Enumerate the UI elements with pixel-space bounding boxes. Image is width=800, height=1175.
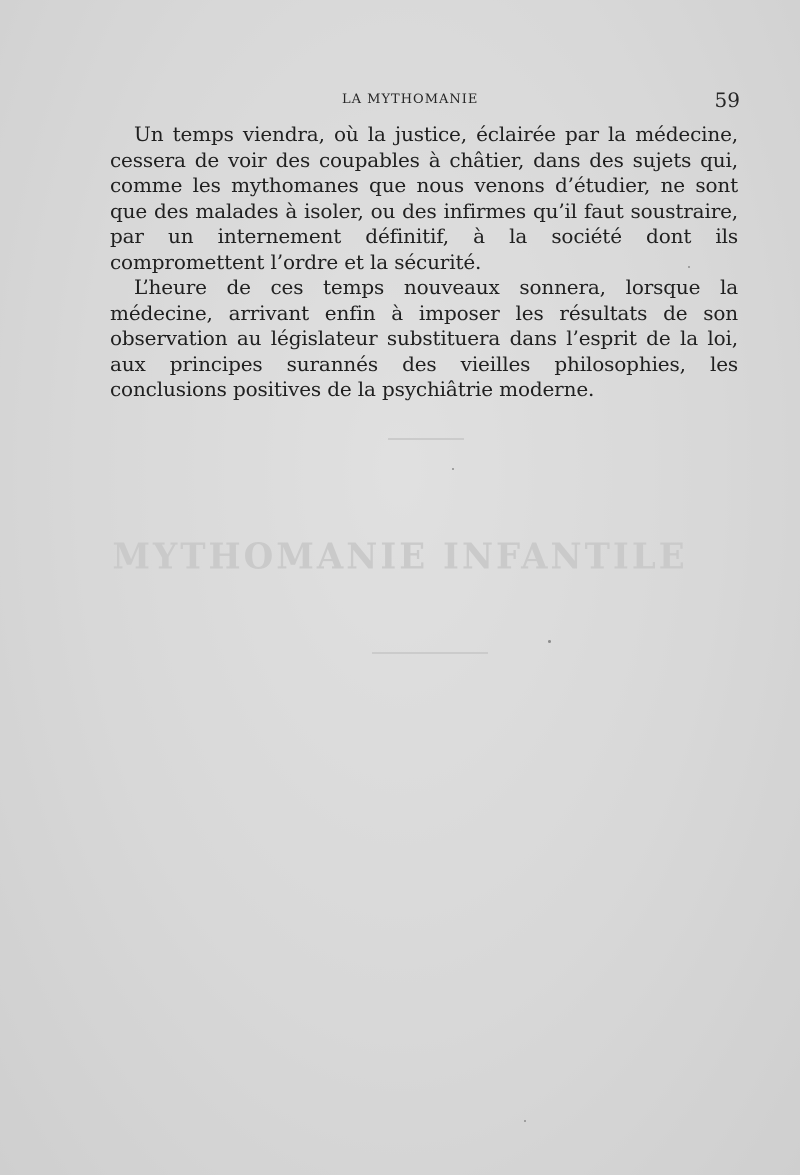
paper-speck: [524, 1120, 526, 1122]
bleed-through-rule-bottom: [372, 652, 488, 654]
running-title: LA MYTHOMANIE: [342, 92, 479, 107]
bleed-through-rule-top: [388, 438, 464, 440]
paper-speck: [452, 468, 454, 470]
paragraph-1: Un temps viendra, où la justice, éclairée par la médecine, cessera de voir des coupables à châtier, dans des sujets qui, comme les mythomanes que nous venons d’étudier, ne sont que des malades à isoler, ou des infirmes qu’il faut soustraire, par un internement définitif, à la société dont ils compromettent l’ordre et la sécurité.: [110, 122, 738, 274]
running-head: [0, 88, 800, 114]
body-text: [110, 122, 738, 403]
paper-speck: [688, 266, 690, 268]
bleed-through-title: MYTHOMANIE INFANTILE: [112, 536, 688, 578]
paragraph-2: L’heure de ces temps nouveaux sonnera, lorsque la médecine, arrivant enfin à imposer les résultats de son observation au législateur substituera dans l’esprit de la loi, aux principes surannés des vieilles philosophies, les conclusions positives de la psychiâtrie moderne.: [110, 275, 738, 401]
page-number: 59: [714, 88, 740, 112]
paper-speck: [548, 640, 551, 643]
